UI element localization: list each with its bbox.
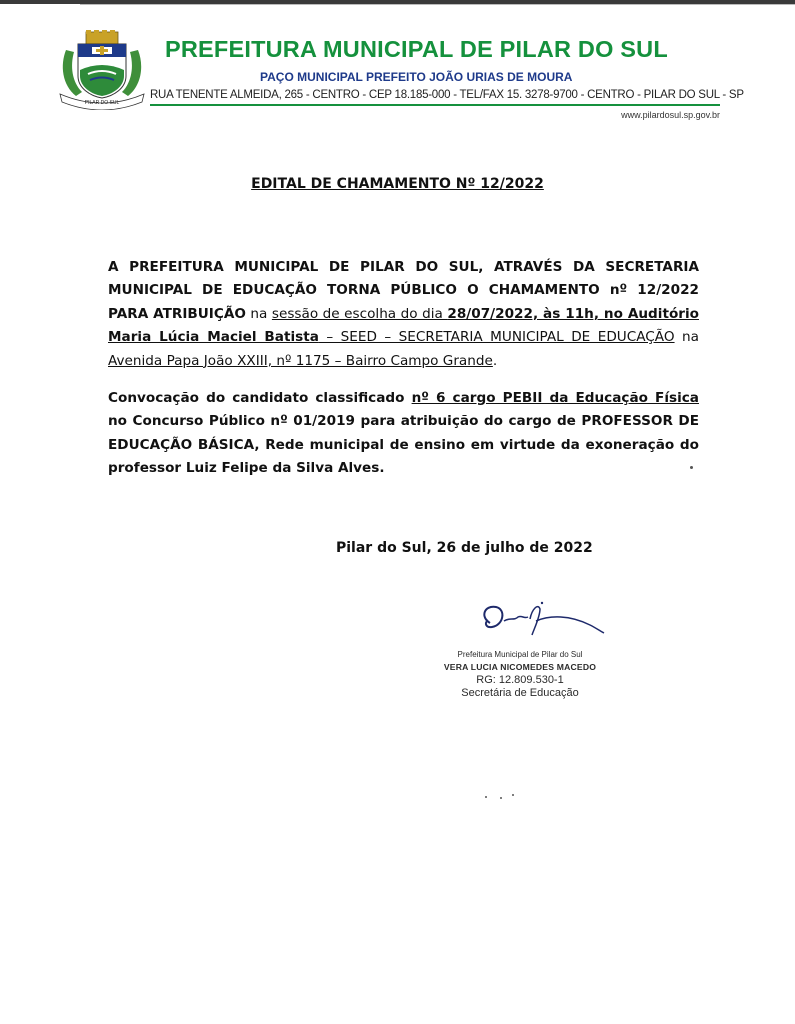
announcement-seed: – SEED – SECRETARIA MUNICIPAL DE EDUCAÇÃO (318, 329, 675, 346)
coat-of-arms-icon (56, 30, 148, 110)
announcement-address: Avenida Papa João XXIII, nº 1175 – Bairro Campo Grande (108, 352, 493, 369)
announcement-intro: A PREFEITURA MUNICIPAL DE PILAR DO SUL, ATRAVÉS DA SECRETARIA MUNICIPAL DE EDUCAÇÃO TORNA PÚBLICO O CHAMAMENTO nº 12/2022 PARA ATRIBUIÇÃO (108, 259, 699, 322)
paragraph-convocation (108, 387, 699, 481)
organization-subtitle: PAÇO MUNICIPAL PREFEITO JOÃO URIAS DE MOURA (260, 70, 573, 84)
scan-speck (690, 466, 693, 469)
scan-speck (512, 794, 514, 796)
announcement-session: sessão de escolha do dia (271, 305, 448, 322)
stamp-rg: RG: 12.809.530-1 (476, 674, 564, 686)
stamp-role: Secretária de Educação (461, 687, 579, 699)
date-place: Pilar do Sul, 26 de julho de 2022 (336, 540, 593, 556)
stamp-name: VERA LUCIA NICOMEDES MACEDO (443, 662, 597, 672)
convocation-rest: no Concurso Público nº 01/2019 para atribuição do cargo de PROFESSOR DE EDUCAÇÃO BÁSICA, Rede municipal de ensino em virtude da exoneração do professor Luiz Felipe da Silva Alves. (108, 413, 699, 477)
top-border-shadow (80, 4, 795, 5)
announcement-na-2: na (674, 329, 699, 346)
convocation-candidate: nº 6 cargo PEBII da Educação Física (411, 390, 699, 406)
handwritten-signature-icon (470, 595, 620, 655)
scan-speck (485, 796, 487, 798)
document-title: EDITAL DE CHAMAMENTO Nº 12/2022 (251, 176, 544, 192)
official-stamp (440, 648, 600, 700)
convocation-intro: Convocação do candidato classificado (108, 390, 412, 406)
announcement-na-1: na (245, 305, 272, 322)
scan-speck (500, 797, 502, 799)
stamp-organization: Prefeitura Municipal de Pilar do Sul (457, 650, 583, 659)
header-divider (150, 104, 720, 106)
announcement-date-time: 28/07/2022, às 11h, no Auditório Maria Lúcia Maciel Batista (108, 305, 699, 346)
website-link[interactable]: www.pilardosul.sp.gov.br (621, 110, 720, 120)
address-line: RUA TENENTE ALMEIDA, 265 - CENTRO - CEP 18.185-000 - TEL/FAX 15. 3278-9700 - CENTRO - PILAR DO SUL - SP (150, 89, 744, 101)
crest-ribbon-text: PILAR DO SUL (84, 100, 120, 106)
announcement-period: . (492, 352, 498, 369)
organization-title: PREFEITURA MUNICIPAL DE PILAR DO SUL (165, 36, 668, 62)
paragraph-announcement (108, 256, 699, 373)
